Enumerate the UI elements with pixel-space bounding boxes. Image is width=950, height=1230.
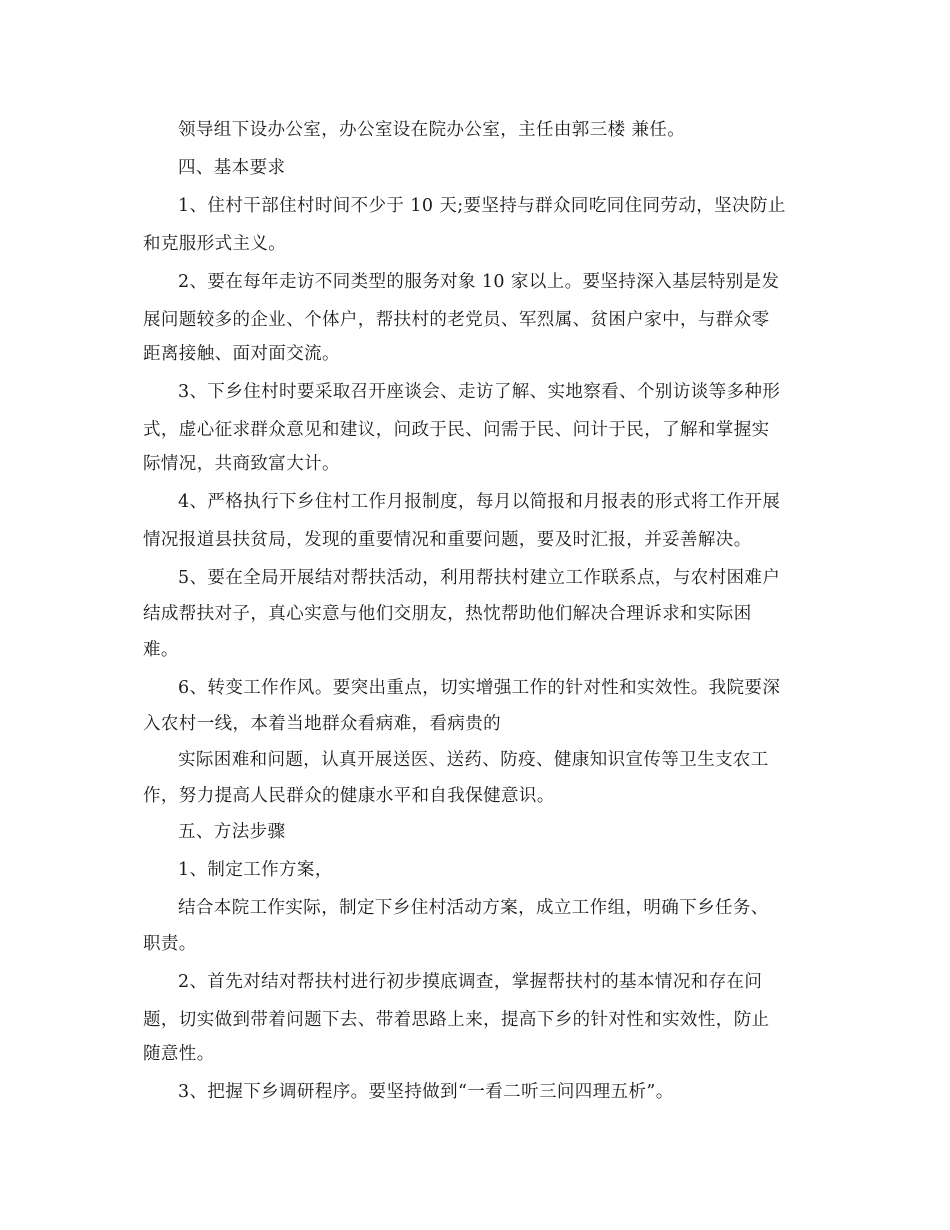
paragraph-line: 结合本院工作实际，制定下乡住村活动方案，成立工作组，明确下乡任务、 <box>178 898 769 918</box>
paragraph-line: 结成帮扶对子，真心实意与他们交朋友，热忱帮助他们解决合理诉求和实际困 <box>143 604 752 624</box>
paragraph-line: 式，虚心征求群众意见和建议，问政于民、问需于民、问计于民，了解和掌握实 <box>143 420 770 440</box>
paragraph-line: 随意性。 <box>143 1044 215 1064</box>
paragraph-line: 5、要在全局开展结对帮扶活动，利用帮扶村建立工作联系点，与农村困难户 <box>178 568 781 588</box>
paragraph-line: 题，切实做到带着问题下去、带着思路上来，提高下乡的针对性和实效性，防止 <box>143 1010 770 1030</box>
paragraph-line: 难。 <box>143 640 179 660</box>
paragraph-line: 1、制定工作方案， <box>178 860 333 880</box>
paragraph-line: 3、下乡住村时要采取召开座谈会、走访了解、实地察看、个别访谈等多种形 <box>178 382 781 402</box>
paragraph-line: 领导组下设办公室，办公室设在院办公室，主任由郭三楼 兼任。 <box>178 120 686 140</box>
section-heading: 五、方法步骤 <box>178 822 286 842</box>
paragraph-line: 职责。 <box>143 934 197 954</box>
paragraph-line: 入农村一线，本着当地群众看病难，看病贵的 <box>143 714 501 734</box>
paragraph-line: 1、住村干部住村时间不少于 10 天;要坚持与群众同吃同住同劳动，坚决防止 <box>178 196 786 216</box>
paragraph-line: 4、严格执行下乡住村工作月报制度，每月以简报和月报表的形式将工作开展 <box>178 492 781 512</box>
section-heading: 四、基本要求 <box>178 158 286 178</box>
paragraph-line: 2、首先对结对帮扶村进行初步摸底调查，掌握帮扶村的基本情况和存在问 <box>178 972 763 992</box>
paragraph-line: 展问题较多的企业、个体户，帮扶村的老党员、军烈属、贫困户家中，与群众零 <box>143 310 770 330</box>
paragraph-line: 6、转变工作作风。要突出重点，切实增强工作的针对性和实效性。我院要深 <box>178 678 781 698</box>
paragraph-line: 情况报道县扶贫局，发现的重要情况和重要问题，要及时汇报，并妥善解决。 <box>143 530 752 550</box>
paragraph-line: 2、要在每年走访不同类型的服务对象 10 家以上。要坚持深入基层特别是发 <box>178 272 780 292</box>
paragraph-line: 和克服形式主义。 <box>143 234 287 254</box>
paragraph-line: 实际困难和问题，认真开展送医、送药、防疫、健康知识宣传等卫生支农工 <box>178 750 769 770</box>
paragraph-line: 际情况，共商致富大计。 <box>143 454 340 474</box>
paragraph-line: 3、把握下乡调研程序。要坚持做到“一看二听三问四理五析”。 <box>178 1082 674 1102</box>
paragraph-line: 作，努力提高人民群众的健康水平和自我保健意识。 <box>143 786 555 806</box>
paragraph-line: 距离接触、面对面交流。 <box>143 344 340 364</box>
